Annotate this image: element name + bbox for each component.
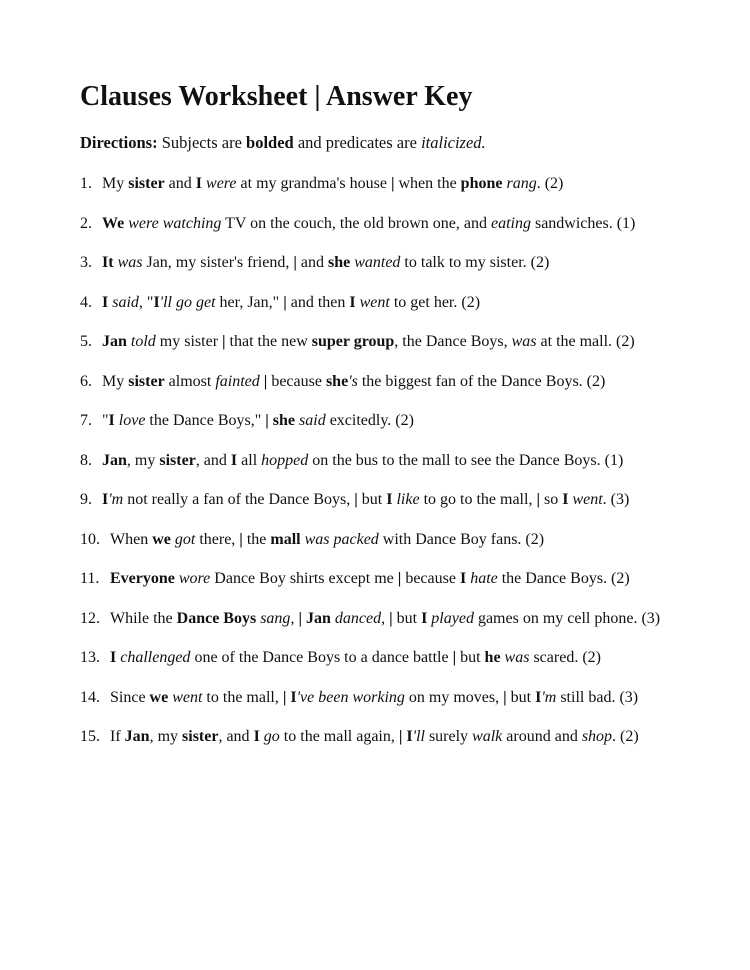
answer-item bbox=[80, 490, 660, 530]
item-sentence bbox=[102, 174, 563, 214]
subject-text: I bbox=[406, 728, 413, 745]
plain-text: , and bbox=[195, 451, 231, 469]
plain-text: surely bbox=[424, 728, 473, 745]
predicate-text: sang bbox=[260, 609, 291, 627]
plain-text: . (3) bbox=[602, 491, 630, 508]
answer-item bbox=[80, 451, 660, 491]
plain-text: still bad. (3) bbox=[556, 688, 639, 706]
predicate-text: like bbox=[396, 491, 420, 508]
subject-text: we bbox=[152, 530, 171, 548]
predicate-text: said bbox=[299, 412, 326, 429]
plain-text: games on my cell phone. (3) bbox=[473, 609, 661, 627]
directions-text-1: Subjects are bbox=[161, 133, 242, 152]
item-sentence bbox=[102, 253, 549, 293]
item-sentence bbox=[110, 530, 544, 570]
subject-text: I bbox=[153, 293, 160, 311]
plain-text: but bbox=[456, 649, 485, 666]
item-sentence bbox=[102, 411, 414, 451]
subject-text: I bbox=[110, 649, 117, 666]
answer-list bbox=[80, 174, 660, 767]
item-number: 7. bbox=[80, 412, 92, 429]
directions-label: Directions: bbox=[80, 133, 158, 152]
subject-text: I bbox=[386, 491, 393, 508]
plain-text: Jan, my sister's friend, bbox=[142, 254, 294, 271]
item-number: 5. bbox=[80, 333, 92, 350]
plain-text: When bbox=[110, 530, 153, 548]
predicate-text: danced bbox=[334, 609, 382, 627]
subject-text: | bbox=[239, 530, 243, 548]
plain-text: one of the Dance Boys to a dance battle bbox=[190, 649, 453, 666]
item-sentence bbox=[102, 332, 635, 372]
plain-text: , " bbox=[138, 293, 154, 311]
predicate-text: said bbox=[112, 293, 139, 311]
predicate-text: hate bbox=[470, 570, 498, 587]
subject-text: I bbox=[230, 451, 238, 469]
predicate-text: shop bbox=[581, 728, 613, 745]
plain-text: but bbox=[357, 491, 387, 508]
predicate-text: walk bbox=[472, 728, 503, 745]
plain-text: , bbox=[290, 609, 299, 627]
plain-text: because bbox=[267, 372, 326, 390]
directions-bold-word: bolded bbox=[246, 133, 294, 152]
subject-text: I bbox=[195, 175, 203, 192]
subject-text: I bbox=[459, 570, 467, 587]
answer-item bbox=[80, 174, 660, 214]
predicate-text: 's bbox=[348, 372, 358, 390]
plain-text: all bbox=[237, 451, 262, 469]
item-number: 3. bbox=[80, 254, 92, 271]
answer-item bbox=[80, 332, 660, 372]
plain-text: on my moves, bbox=[404, 688, 504, 706]
item-number: 2. bbox=[80, 214, 92, 232]
directions bbox=[80, 133, 486, 153]
predicate-text: eating bbox=[490, 214, 531, 232]
item-sentence bbox=[102, 451, 623, 491]
plain-text: on the bus to the mall to see the Dance Boys. (1) bbox=[308, 451, 624, 469]
item-number: 9. bbox=[80, 491, 92, 508]
item-sentence bbox=[102, 214, 635, 254]
predicate-text: 've been working bbox=[296, 688, 405, 706]
plain-text: at my grandma's house bbox=[236, 175, 391, 192]
predicate-text: got bbox=[174, 530, 196, 548]
answer-item bbox=[80, 609, 660, 649]
item-sentence bbox=[102, 293, 480, 333]
plain-text: excitedly. (2) bbox=[325, 412, 414, 429]
item-number: 14. bbox=[80, 688, 100, 706]
subject-text: | bbox=[354, 491, 358, 508]
predicate-text: went bbox=[572, 491, 603, 508]
predicate-text: were watching bbox=[128, 214, 222, 232]
subject-text: I bbox=[421, 609, 428, 627]
answer-item bbox=[80, 372, 660, 412]
subject-text: It bbox=[102, 254, 114, 271]
item-number: 1. bbox=[80, 175, 92, 192]
directions-text-2: and predicates are bbox=[297, 133, 417, 152]
predicate-text: went bbox=[359, 293, 390, 311]
subject-text: we bbox=[149, 688, 169, 706]
predicate-text: 'm bbox=[541, 688, 557, 706]
predicate-text: were bbox=[206, 175, 237, 192]
item-number: 8. bbox=[80, 451, 92, 469]
item-number: 12. bbox=[80, 609, 100, 627]
predicate-text: wanted bbox=[354, 254, 401, 271]
predicate-text: rang bbox=[506, 175, 537, 192]
item-number: 10. bbox=[80, 530, 100, 548]
plain-text: Dance Boy shirts except me bbox=[210, 570, 398, 587]
subject-text: | bbox=[390, 175, 395, 192]
item-number: 15. bbox=[80, 728, 100, 745]
directions-italic-word: italicized. bbox=[421, 133, 486, 152]
answer-item bbox=[80, 214, 660, 254]
answer-item bbox=[80, 569, 660, 609]
subject-text: sister bbox=[128, 372, 165, 390]
answer-item bbox=[80, 648, 660, 688]
plain-text: sandwiches. (1) bbox=[530, 214, 636, 232]
plain-text: to the mall again, bbox=[279, 728, 399, 745]
predicate-text: challenged bbox=[120, 649, 191, 666]
subject-text: | bbox=[389, 609, 393, 627]
answer-item bbox=[80, 411, 660, 451]
answer-item bbox=[80, 727, 660, 767]
subject-text: Dance Boys bbox=[176, 609, 257, 627]
subject-text: | bbox=[397, 570, 402, 587]
item-number: 11. bbox=[80, 570, 100, 587]
subject-text: I bbox=[349, 293, 356, 311]
answer-item bbox=[80, 688, 660, 728]
plain-text: so bbox=[539, 491, 563, 508]
subject-text: | bbox=[222, 333, 226, 350]
subject-text: I bbox=[102, 491, 109, 508]
predicate-text: wore bbox=[178, 570, 211, 587]
plain-text: , my bbox=[126, 451, 160, 469]
predicate-text: fainted bbox=[215, 372, 260, 390]
item-number: 4. bbox=[80, 293, 92, 311]
plain-text: the Dance Boys. (2) bbox=[497, 570, 630, 587]
plain-text: to talk to my sister. (2) bbox=[400, 254, 550, 271]
subject-text: mall bbox=[270, 530, 301, 548]
item-sentence bbox=[110, 688, 638, 728]
plain-text: My bbox=[102, 175, 129, 192]
subject-text: Jan bbox=[124, 728, 150, 745]
predicate-text: was bbox=[511, 333, 537, 350]
predicate-text: was bbox=[504, 649, 530, 666]
subject-text: Jan bbox=[305, 609, 331, 627]
subject-text: | bbox=[282, 688, 287, 706]
predicate-text: told bbox=[130, 333, 156, 350]
predicate-text: was packed bbox=[304, 530, 379, 548]
subject-text: I bbox=[253, 728, 260, 745]
predicate-text: hopped bbox=[261, 451, 309, 469]
plain-text: not really a fan of the Dance Boys, bbox=[123, 491, 355, 508]
subject-text: Everyone bbox=[110, 570, 175, 587]
subject-text: phone bbox=[460, 175, 503, 192]
plain-text: to go to the mall, bbox=[419, 491, 537, 508]
plain-text: . (2) bbox=[612, 728, 639, 745]
subject-text: Jan bbox=[102, 333, 127, 350]
plain-text: , and bbox=[218, 728, 254, 745]
subject-text: | bbox=[298, 609, 302, 627]
subject-text: | bbox=[536, 491, 540, 508]
item-sentence bbox=[102, 490, 629, 530]
plain-text: Since bbox=[110, 688, 150, 706]
plain-text: , my bbox=[149, 728, 183, 745]
subject-text: | bbox=[293, 254, 297, 271]
plain-text: , bbox=[381, 609, 390, 627]
answer-item bbox=[80, 293, 660, 333]
plain-text: there, bbox=[195, 530, 240, 548]
plain-text: because bbox=[401, 570, 460, 587]
subject-text: I bbox=[108, 412, 115, 429]
plain-text: my sister bbox=[155, 333, 223, 350]
item-sentence bbox=[102, 372, 605, 412]
plain-text: My bbox=[102, 372, 129, 390]
plain-text: with Dance Boy fans. (2) bbox=[378, 530, 545, 548]
subject-text: sister bbox=[128, 175, 165, 192]
subject-text: | bbox=[265, 412, 269, 429]
plain-text: and then bbox=[286, 293, 350, 311]
predicate-text: went bbox=[172, 688, 203, 706]
subject-text: | bbox=[503, 688, 507, 706]
subject-text: Jan bbox=[102, 451, 127, 469]
plain-text: the bbox=[242, 530, 271, 548]
subject-text: she bbox=[325, 372, 349, 390]
answer-item bbox=[80, 253, 660, 293]
page-title: Clauses Worksheet | Answer Key bbox=[80, 81, 473, 112]
subject-text: sister bbox=[159, 451, 196, 469]
predicate-text: go bbox=[263, 728, 280, 745]
plain-text: TV on the couch, the old brown one, and bbox=[221, 214, 491, 232]
plain-text: around and bbox=[502, 728, 582, 745]
plain-text: the Dance Boys," bbox=[145, 412, 266, 429]
subject-text: | bbox=[283, 293, 287, 311]
plain-text: her, Jan," bbox=[215, 293, 284, 311]
subject-text: I bbox=[535, 688, 542, 706]
subject-text: she bbox=[272, 412, 296, 429]
predicate-text: love bbox=[118, 412, 146, 429]
predicate-text: 'm bbox=[108, 491, 124, 508]
item-sentence bbox=[110, 648, 601, 688]
item-sentence bbox=[110, 609, 660, 649]
subject-text: I bbox=[562, 491, 569, 508]
plain-text: scared. (2) bbox=[529, 649, 601, 666]
plain-text: the biggest fan of the Dance Boys. (2) bbox=[357, 372, 606, 390]
plain-text: and bbox=[164, 175, 196, 192]
predicate-text: 'll go get bbox=[159, 293, 216, 311]
predicate-text: 'll bbox=[412, 728, 425, 745]
plain-text: at the mall. (2) bbox=[536, 333, 635, 350]
subject-text: sister bbox=[182, 728, 219, 745]
plain-text: when the bbox=[394, 175, 461, 192]
plain-text: and bbox=[296, 254, 328, 271]
plain-text: to the mall, bbox=[202, 688, 283, 706]
subject-text: | bbox=[398, 728, 403, 745]
subject-text: super group bbox=[311, 333, 395, 350]
item-number: 6. bbox=[80, 372, 92, 390]
plain-text: but bbox=[392, 609, 422, 627]
subject-text: | bbox=[263, 372, 268, 390]
predicate-text: was bbox=[117, 254, 143, 271]
subject-text: | bbox=[452, 649, 457, 666]
subject-text: We bbox=[102, 214, 125, 232]
item-number: 13. bbox=[80, 649, 100, 666]
subject-text: I bbox=[290, 688, 297, 706]
answer-item bbox=[80, 530, 660, 570]
plain-text: to get her. (2) bbox=[389, 293, 481, 311]
item-sentence bbox=[110, 569, 630, 609]
subject-text: she bbox=[327, 254, 351, 271]
plain-text: almost bbox=[164, 372, 216, 390]
plain-text: . (2) bbox=[536, 175, 564, 192]
plain-text: but bbox=[506, 688, 536, 706]
predicate-text: played bbox=[431, 609, 474, 627]
subject-text: I bbox=[102, 293, 109, 311]
plain-text: , the Dance Boys, bbox=[394, 333, 512, 350]
plain-text: " bbox=[102, 412, 109, 429]
plain-text: that the new bbox=[225, 333, 312, 350]
subject-text: he bbox=[484, 649, 501, 666]
plain-text: If bbox=[110, 728, 125, 745]
plain-text: While the bbox=[110, 609, 177, 627]
item-sentence bbox=[110, 727, 639, 767]
